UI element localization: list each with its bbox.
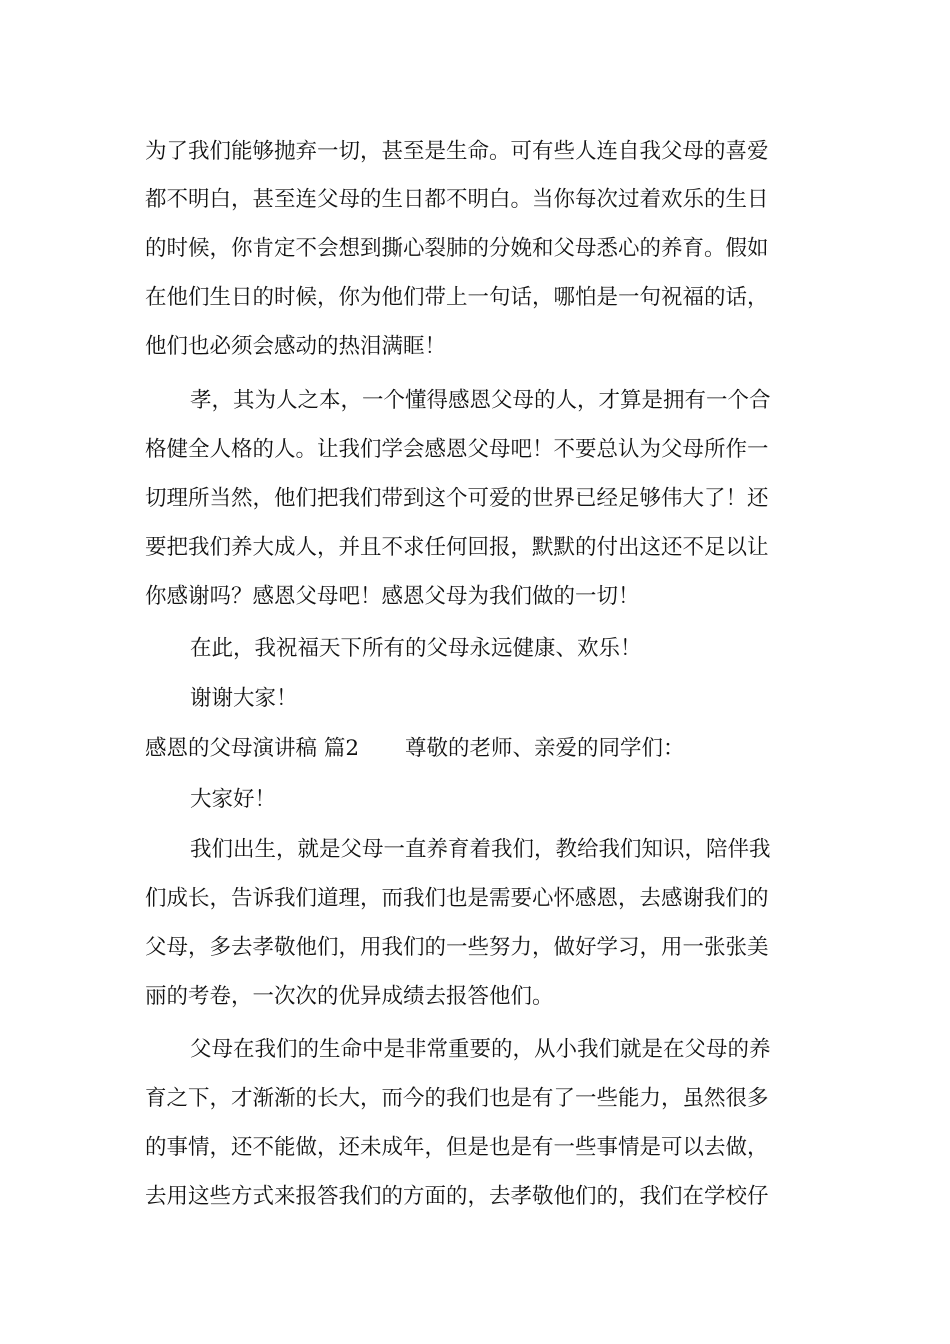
text-line: 父母在我们的生命中是非常重要的，从小我们就是在父母的养 — [190, 1037, 771, 1062]
text-line: 去用这些方式来报答我们的方面的，去孝敬他们的，我们在学校仔 — [145, 1184, 769, 1209]
text-line: 们成长，告诉我们道理，而我们也是需要心怀感恩，去感谢我们的 — [145, 886, 769, 911]
text-line: 在此，我祝福天下所有的父母永远健康、欢乐！ — [190, 636, 642, 661]
text-line: 育之下，才渐渐的长大，而今的我们也是有了一些能力，虽然很多 — [145, 1086, 769, 1111]
text-line: 你感谢吗？感恩父母吧！感恩父母为我们做的一切！ — [145, 584, 640, 609]
text-line: 谢谢大家！ — [190, 686, 298, 711]
text-line: 孝，其为人之本，一个懂得感恩父母的人，才算是拥有一个合 — [190, 388, 771, 413]
text-line: 要把我们养大成人，并且不求任何回报，默默的付出这还不足以让 — [145, 535, 769, 560]
section-title: 感恩的父母演讲稿 篇2 — [145, 736, 360, 761]
text-line: 切理所当然，他们把我们带到这个可爱的世界已经足够伟大了！还 — [145, 486, 769, 511]
text-line: 我们出生，就是父母一直养育着我们，教给我们知识，陪伴我 — [190, 837, 771, 862]
text-line: 的时候，你肯定不会想到撕心裂肺的分娩和父母悉心的养育。假如 — [145, 236, 769, 261]
text-line: 都不明白，甚至连父母的生日都不明白。当你每次过着欢乐的生日 — [145, 187, 769, 212]
text-line: 父母，多去孝敬他们，用我们的一些努力，做好学习，用一张张美 — [145, 935, 769, 960]
text-line: 的事情，还不能做，还未成年，但是也是有一些事情是可以去做， — [145, 1135, 769, 1160]
section-heading-line — [145, 734, 815, 764]
salutation: 尊敬的老师、亲爱的同学们： — [405, 736, 685, 761]
text-line: 在他们生日的时候，你为他们带上一句话，哪怕是一句祝福的话， — [145, 285, 769, 310]
text-line: 大家好！ — [190, 787, 277, 812]
text-line: 为了我们能够抛弃一切，甚至是生命。可有些人连自我父母的喜爱 — [145, 139, 769, 164]
text-line: 丽的考卷，一次次的优异成绩去报答他们。 — [145, 984, 554, 1009]
text-line: 格健全人格的人。让我们学会感恩父母吧！不要总认为父母所作一 — [145, 437, 769, 462]
text-line: 他们也必须会感动的热泪满眶！ — [145, 334, 447, 359]
